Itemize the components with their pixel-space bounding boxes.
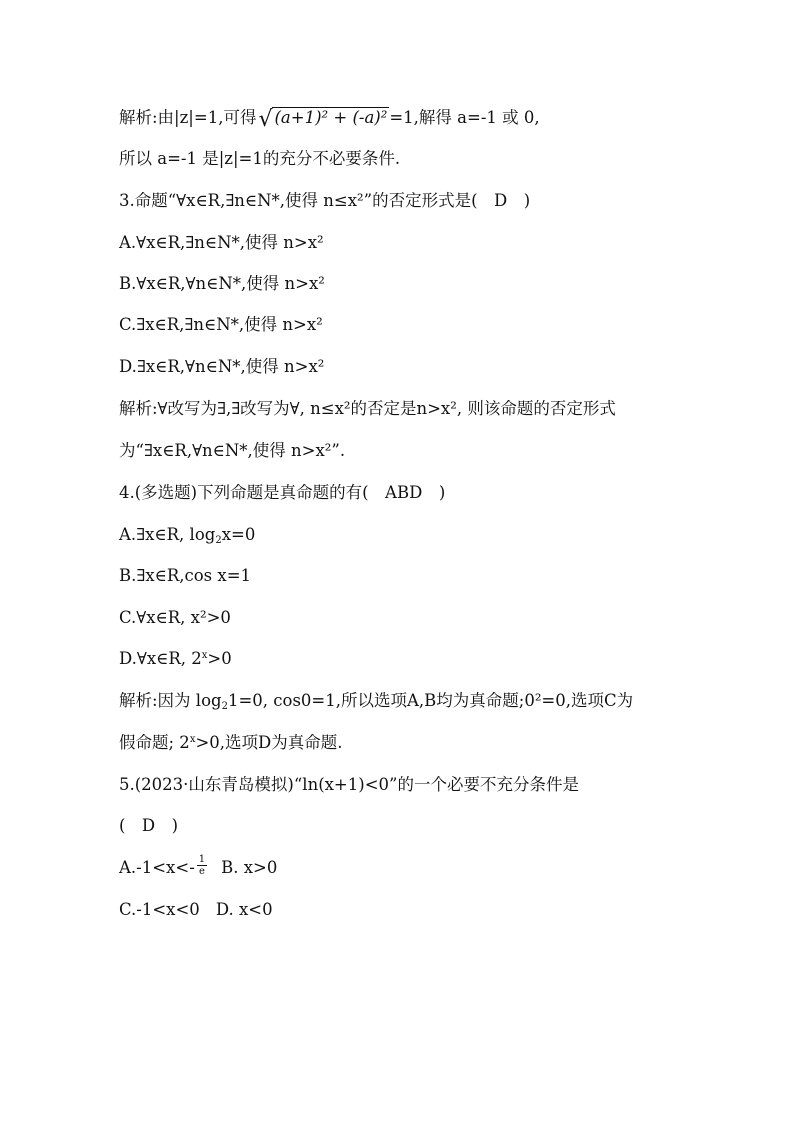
question-5-stem: 5.(2023·山东青岛模拟)“ln(x+1)<0”的一个必要不充分条件是 [119,775,579,794]
q4-sol-post: 1=0, cos0=1,所以选项A,B均为真命题;0²=0,选项C为 [227,691,634,710]
question-3-stem: 3.命题“∀x∈R,∃n∈N*,使得 n≤x²”的否定形式是( D ) [119,191,531,210]
question-3-option-d: D.∃x∈R,∀n∈N*,使得 n>x² [119,357,325,376]
q4a-post: x=0 [221,525,256,544]
question-4-solution-line-2 [119,732,343,754]
q5a-pre: A.-1<x<- [119,858,195,877]
solution-1-text-a: 解析:由|z|=1,可得 [119,108,257,127]
q4d-sup: x [201,650,208,661]
question-5-options-row-1 [119,854,278,880]
question-5-answer: ( D ) [119,816,179,835]
question-4-stem: 4.(多选题)下列命题是真命题的有( ABD ) [119,483,446,502]
question-4-option-b: B.∃x∈R,cos x=1 [119,566,252,585]
q4-sol-pre: 解析:因为 log [119,691,222,710]
q4-sol2-post: >0,选项D为真命题. [195,733,343,752]
question-5-options-row-2 [119,899,273,921]
question-5-option-b: B. x>0 [221,858,278,877]
fraction-denominator: e [198,866,205,877]
q4d-post: >0 [207,649,232,668]
fraction-numerator: 1 [198,854,206,865]
question-3-solution-line-1: 解析:∀改写为∃,∃改写为∀, n≤x²的否定是n>x², 则该命题的否定形式 [119,399,616,418]
question-4-option-a [119,524,255,546]
question-4-option-c: C.∀x∈R, x²>0 [119,608,231,627]
q4-sol2-sup: x [189,734,196,745]
solution-1-line-1 [119,106,540,132]
solution-1-text-b: =1,解得 a=-1 或 0, [389,108,540,127]
sqrt-radicand: (a+1)² + (-a)² [274,108,388,127]
question-4-option-d [119,648,232,670]
sqrt-icon: √ [258,107,273,132]
q4a-pre: A.∃x∈R, log [119,525,216,544]
sqrt-expression [258,106,389,132]
q4a-sub: 2 [215,535,222,546]
solution-1-line-2: 所以 a=-1 是|z|=1的充分不必要条件. [119,149,401,168]
q4d-pre: D.∀x∈R, 2 [119,649,202,668]
question-5-option-d: D. x<0 [215,900,273,919]
question-5-option-c: C.-1<x<0 [119,900,200,919]
question-3-option-a: A.∀x∈R,∃n∈N*,使得 n>x² [119,233,324,252]
question-3-option-b: B.∀x∈R,∀n∈N*,使得 n>x² [119,274,325,293]
q4-sol2-pre: 假命题; 2 [119,733,190,752]
fraction-one-over-e [197,854,207,877]
q4-sol-sub: 2 [221,701,228,712]
question-3-option-c: C.∃x∈R,∃n∈N*,使得 n>x² [119,315,323,334]
question-3-solution-line-2: 为“∃x∈R,∀n∈N*,使得 n>x²”. [119,441,346,460]
question-4-solution-line-1 [119,690,633,712]
